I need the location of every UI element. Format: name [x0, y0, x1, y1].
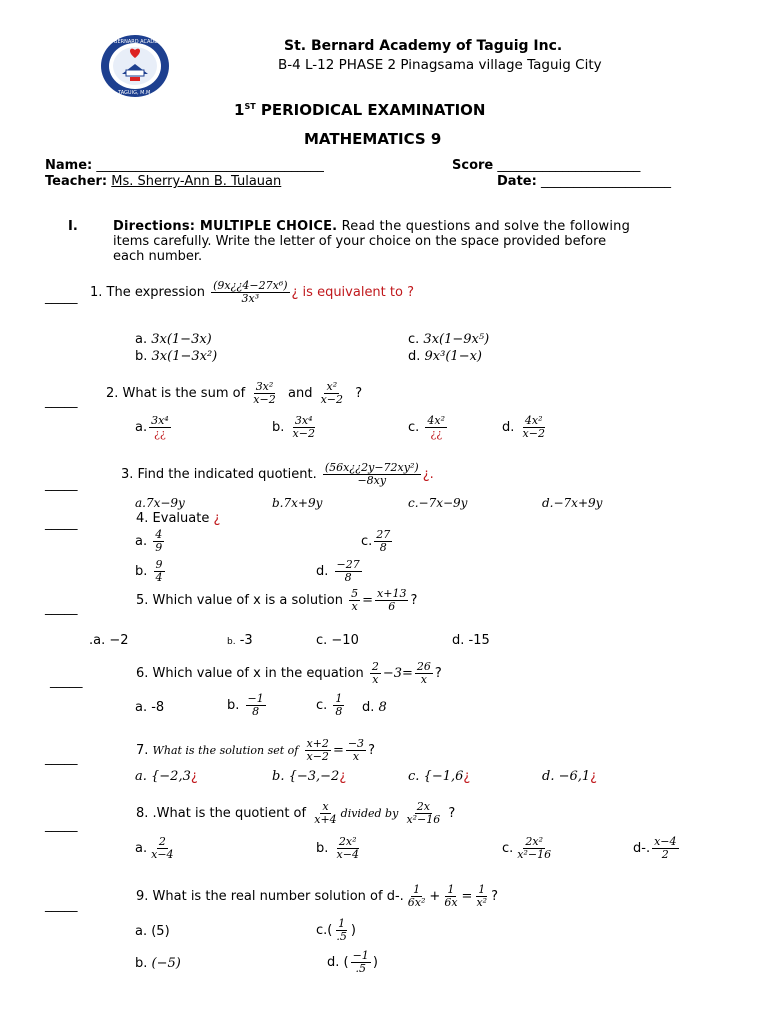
q2-an: 3x⁴	[151, 414, 169, 427]
section-dir_bold: Directions: MULTIPLE CHOICE.	[113, 219, 338, 234]
exam-title	[234, 101, 485, 119]
school-name: St. Bernard Academy of Taguig Inc.	[284, 38, 563, 54]
q2-option-d	[502, 415, 549, 440]
q6-f2d: x	[420, 673, 428, 686]
q5-f2n: x+13	[377, 587, 407, 600]
q6-bd: 8	[252, 705, 260, 718]
q8-cn: 2x²	[525, 835, 543, 848]
q4-b: b.	[135, 564, 148, 579]
question-6	[136, 661, 442, 686]
q2-ad: ¿¿	[154, 427, 166, 440]
q9-f1n: 1	[413, 883, 421, 896]
q6-c: c.	[316, 698, 328, 713]
exam-title_sup: ST	[244, 102, 256, 111]
q2-option-a	[135, 415, 173, 440]
section-numeral: I.	[68, 219, 78, 234]
q9-cn: 1	[338, 917, 346, 930]
q7-option-c	[408, 769, 470, 784]
q6-d_m: 8	[378, 700, 387, 715]
fields-date_line: ____________________	[540, 174, 671, 189]
school-logo	[100, 34, 170, 98]
q6-d: d.	[362, 700, 375, 715]
fields-name_line: ___________________________________	[96, 158, 324, 173]
q1-option-b	[135, 349, 217, 364]
q6-mid: −3=	[382, 666, 413, 681]
q4-dd: 8	[344, 571, 352, 584]
q2-option-c	[408, 415, 449, 440]
q3-option-d: d.−7x+9y	[542, 496, 603, 510]
q8-c: c.	[502, 841, 514, 856]
answer-blank-6[interactable]: _____	[50, 674, 83, 689]
q4-bd: 4	[155, 571, 163, 584]
q5-f1d: x	[351, 600, 358, 613]
q9-dd: .5	[355, 962, 366, 975]
q7-red: ¿	[463, 769, 471, 784]
q1-c_m: 3x(1−9x⁵)	[423, 332, 490, 347]
q1-a: a.	[135, 332, 152, 347]
q1-den: 3x³	[241, 292, 260, 305]
q7-a: a. {−2,3	[135, 769, 191, 784]
q2-c: c.	[408, 420, 420, 435]
q6-b: b.	[227, 698, 240, 713]
fields-date_label: Date:	[497, 174, 537, 189]
q7-option-d	[542, 769, 597, 784]
q6-option-a: a. -8	[135, 700, 165, 715]
q9-f1d: 6x²	[407, 896, 426, 909]
q8-b: b.	[316, 841, 329, 856]
q4-cd: 8	[379, 541, 387, 554]
teacher-field	[45, 174, 281, 189]
q9-text: 9. What is the real number solution of d-.	[136, 889, 404, 904]
q7-italic: What is the solution set of	[152, 744, 299, 757]
q7-text: 7.	[136, 743, 149, 758]
q2-and: and	[287, 386, 313, 401]
q7-b: b. {−3,−2	[272, 769, 340, 784]
q9-f2d: 6x	[444, 896, 458, 909]
q8-f1d: x+4	[314, 813, 337, 826]
q5-eq: =	[362, 593, 374, 608]
q8-f2n: 2x	[416, 800, 430, 813]
q2-q: ?	[355, 386, 363, 401]
q9-d: d. (	[327, 955, 349, 970]
q3-option-a: a.7x−9y	[135, 496, 185, 510]
question-1	[90, 280, 414, 305]
answer-blank-1[interactable]: _____	[45, 290, 78, 305]
q8-italic: divided by	[340, 807, 399, 820]
q8-bd: x−4	[336, 848, 359, 861]
q2-f2n: x²	[326, 380, 338, 393]
q8-option-c	[502, 836, 555, 861]
fields-teacher_value: Ms. Sherry-Ann B. Tulauan	[111, 174, 282, 189]
q9-plus: +	[429, 889, 441, 904]
q4-option-b	[135, 559, 167, 584]
q7-red: ¿	[590, 769, 598, 784]
q7-option-a	[135, 769, 198, 784]
question-7	[136, 738, 375, 763]
q3-tail: ¿.	[422, 467, 434, 482]
logo-top-text: ST. BERNARD ACADEMY	[105, 39, 165, 45]
q9-option-c	[316, 918, 356, 943]
q5-text: 5. Which value of x is a solution	[136, 593, 343, 608]
directions-line1	[113, 219, 630, 234]
q8-text: 8. .What is the quotient of	[136, 806, 307, 821]
q4-d: d.	[316, 564, 329, 579]
q8-f2d: x²−16	[406, 813, 441, 826]
q7-c: c. {−1,6	[408, 769, 464, 784]
q4-c: c.	[361, 534, 373, 549]
directions-line3: each number.	[113, 249, 203, 264]
q6-q: ?	[434, 666, 442, 681]
q8-dn: x−4	[654, 835, 677, 848]
q8-option-a	[135, 836, 178, 861]
q6-f1d: x	[372, 673, 379, 686]
q1-tail: ¿ is equivalent to ?	[291, 285, 414, 300]
name-field[interactable]	[45, 158, 324, 173]
q4-dn: −27	[336, 558, 360, 571]
directions-line2: items carefully. Write the letter of your choice on the space provided before	[113, 234, 607, 249]
q4-option-c	[361, 529, 394, 554]
q3-den: −8xy	[357, 474, 387, 487]
exam-title_num: 1	[234, 101, 245, 119]
q7-eq: =	[332, 743, 344, 758]
date-field[interactable]	[497, 174, 671, 189]
q9-f3d: x²	[476, 896, 488, 909]
q8-an: 2	[158, 835, 166, 848]
q3-num: (56x¿¿2y−72xy²)	[324, 461, 419, 474]
q7-option-b	[272, 769, 346, 784]
logo-bottom-text: TAGUIG, M.M.	[118, 90, 152, 96]
q4-an: 4	[155, 528, 163, 541]
q3-option-b: b.7x+9y	[272, 496, 323, 510]
q9-option-b	[135, 956, 181, 971]
q6-option-b	[227, 693, 268, 718]
q1-b_m: 3x(1−3x²)	[151, 349, 218, 364]
q6-cd: 8	[335, 705, 343, 718]
question-5	[136, 588, 417, 613]
q6-text: 6. Which value of x in the equation	[136, 666, 364, 681]
q2-bd: x−2	[292, 427, 315, 440]
q9-cd: .5	[336, 930, 347, 943]
q4-text: 4. Evaluate	[136, 511, 210, 526]
exam-subject: MATHEMATICS 9	[304, 130, 442, 148]
q2-b: b.	[272, 420, 285, 435]
exam-title_rest: PERIODICAL EXAMINATION	[255, 101, 486, 119]
q5-q: ?	[410, 593, 418, 608]
q2-f2d: x−2	[320, 393, 344, 406]
q1-option-d	[408, 349, 482, 364]
q9-c_end: )	[350, 923, 356, 938]
q9-option-a: a. (5)	[135, 924, 170, 939]
q4-ad: 9	[155, 541, 163, 554]
q7-red: ¿	[190, 769, 198, 784]
answer-blank-2[interactable]: _____	[45, 394, 78, 409]
q1-c: c.	[408, 332, 424, 347]
q2-text: 2. What is the sum of	[106, 386, 246, 401]
q3-text: 3. Find the indicated quotient.	[121, 467, 317, 482]
q9-option-d	[327, 950, 378, 975]
q7-d: d. −6,1	[542, 769, 591, 784]
q9-eq: =	[461, 889, 473, 904]
q5-b: b.	[227, 637, 236, 647]
q8-q: ?	[448, 806, 456, 821]
q5-option-d: d. -15	[452, 633, 490, 648]
q6-f1n: 2	[371, 660, 379, 673]
fields-name_label: Name:	[45, 158, 93, 173]
q7-q: ?	[368, 743, 375, 758]
q2-bn: 3x⁴	[294, 414, 313, 427]
q2-option-b	[272, 415, 319, 440]
q8-bn: 2x²	[338, 835, 357, 848]
q2-dd: x−2	[522, 427, 545, 440]
q8-d: d-.	[633, 841, 651, 856]
q5-option-b	[227, 633, 253, 648]
question-4	[136, 511, 220, 526]
fields-score_line: ______________________	[497, 158, 641, 173]
q1-d: d.	[408, 349, 425, 364]
q6-option-c	[316, 693, 346, 718]
q8-ad: x−4	[151, 848, 174, 861]
answer-blank-8[interactable]: _____	[45, 818, 78, 833]
q4-a: a.	[135, 534, 148, 549]
q8-f1n: x	[322, 800, 329, 813]
q8-cd: x²−16	[517, 848, 552, 861]
q9-q: ?	[491, 889, 498, 904]
q9-c: c.(	[316, 923, 333, 938]
q2-f1d: x−2	[253, 393, 276, 406]
q5-b2: -3	[235, 633, 253, 648]
q8-dd: 2	[661, 848, 669, 861]
q5-option-c: c. −10	[316, 633, 359, 648]
q6-option-d	[362, 700, 387, 715]
answer-blank-5[interactable]: _____	[45, 601, 78, 616]
q3-option-c: c.−7x−9y	[408, 496, 468, 510]
q9-b: b.	[135, 956, 152, 971]
q5-f2d: 6	[388, 600, 396, 613]
q9-f2n: 1	[447, 883, 455, 896]
q1-num: (9x¿¿4−27x⁶)	[213, 279, 288, 292]
q1-text: 1. The expression	[90, 285, 205, 300]
q1-b: b.	[135, 349, 152, 364]
q2-d: d.	[502, 420, 515, 435]
q2-cd: ¿¿	[430, 427, 443, 440]
q5-option-a: .a. −2	[89, 633, 129, 648]
fields-teacher_label: Teacher:	[45, 174, 108, 189]
q9-f3n: 1	[478, 883, 486, 896]
question-3	[121, 462, 434, 487]
q9-d_end: )	[372, 955, 378, 970]
question-8	[136, 801, 455, 826]
q6-f2n: 26	[416, 660, 431, 673]
q8-a: a.	[135, 841, 148, 856]
q1-option-a	[135, 332, 212, 347]
q7-red: ¿	[339, 769, 347, 784]
q4-option-a	[135, 529, 166, 554]
q4-bn: 9	[155, 558, 163, 571]
q6-bn: −1	[247, 692, 264, 705]
q2-f1n: 3x²	[255, 380, 274, 393]
q8-option-d	[633, 836, 681, 861]
fields-score_label: Score	[452, 158, 494, 173]
question-2	[106, 381, 362, 406]
q7-f1d: x−2	[306, 750, 329, 763]
q7-f1n: x+2	[306, 737, 329, 750]
q4-option-d	[316, 559, 364, 584]
q1-a_m: 3x(1−3x)	[151, 332, 212, 347]
q2-dn: 4x²	[524, 414, 543, 427]
q1-d_m: 9x³(1−x)	[424, 349, 482, 364]
section-line1_rest: Read the questions and solve the following	[337, 219, 631, 234]
q9-b_m: (−5)	[151, 956, 181, 971]
q6-cn: 1	[335, 692, 343, 705]
q4-cn: 27	[376, 528, 391, 541]
q2-cn: 4x²	[427, 414, 446, 427]
score-field[interactable]	[452, 158, 640, 173]
school-address: B-4 L-12 PHASE 2 Pinagsama village Taguig City	[278, 57, 602, 73]
q2-a: a.	[135, 420, 148, 435]
q4-red: ¿	[213, 511, 221, 526]
q1-option-c	[408, 332, 489, 347]
answer-blank-7[interactable]: _____	[45, 751, 78, 766]
answer-blank-3[interactable]: _____	[45, 477, 78, 492]
q9-dn: −1	[352, 949, 369, 962]
question-9	[136, 884, 498, 909]
q7-f2d: x	[352, 750, 360, 763]
q5-f1n: 5	[351, 587, 359, 600]
q7-f2n: −3	[347, 737, 365, 750]
answer-blank-4[interactable]: _____	[45, 516, 78, 531]
answer-blank-9[interactable]: _____	[45, 898, 78, 913]
q8-option-b	[316, 836, 363, 861]
